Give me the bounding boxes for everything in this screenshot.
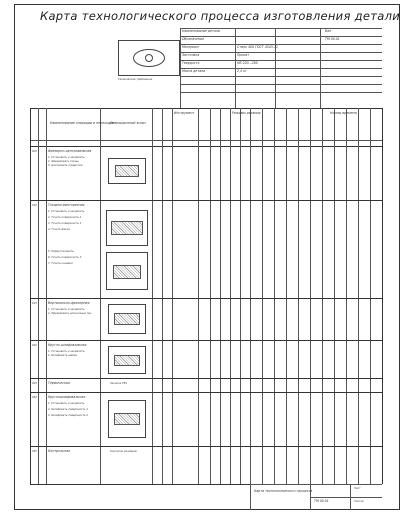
op-step: 3. Центровать отверстия	[48, 164, 83, 167]
stamp-sheets: Листов	[354, 500, 364, 503]
col-time: Нормы времени	[330, 111, 357, 115]
op-step: 4. Точить фаски	[48, 228, 71, 231]
col-cutting: Режимы резания	[232, 111, 261, 115]
title-block	[250, 484, 382, 510]
op-title: Контрольная	[48, 449, 70, 453]
op-step: 1. Установить и закрепить	[48, 350, 85, 353]
op-step: 2. Точить поверхность 1	[48, 216, 82, 219]
code-value: ТМ 00.01	[325, 37, 340, 41]
op-step: 5. Переустановить	[48, 250, 74, 253]
op-step: 3. Шлифовать поверхность 2	[48, 414, 89, 417]
op-title: Токарно-винторезная	[48, 203, 85, 207]
col-op-name: Наименование операции и переходов	[50, 121, 115, 125]
op-step: 1. Установить и закрепить	[48, 156, 85, 159]
material-value: Сталь 40Х ГОСТ 4543-71	[237, 45, 279, 49]
op-step: Контроль размеров	[110, 450, 137, 453]
op-number: 030	[32, 396, 37, 399]
op-step: Закалка ТВЧ	[110, 382, 128, 385]
stamp-doc: ТМ 00.01	[314, 499, 329, 503]
stamp-sheet: Лист	[354, 487, 361, 490]
op-step: 6. Точить поверхность 3	[48, 256, 82, 259]
op-sketch	[108, 346, 146, 374]
op-step: 1. Установить и закрепить	[48, 402, 85, 405]
op-sketch	[108, 158, 146, 184]
mass-label: Масса детали	[182, 69, 206, 73]
code-label: Обозначение	[182, 37, 205, 41]
op-step: 1. Установить и закрепить	[48, 210, 85, 213]
op-sketch	[106, 210, 148, 246]
hardness-value: НВ 220...260	[237, 61, 258, 65]
op-number: 015	[32, 302, 37, 305]
sketch-notes: Технические требования	[118, 78, 153, 81]
op-sketch	[108, 304, 146, 334]
op-step: 7. Точить канавки	[48, 262, 73, 265]
op-step: 1. Установить и закрепить	[48, 308, 85, 311]
op-step: 2. Фрезеровать шпоночный паз	[48, 312, 92, 315]
part-name-label: Наименование детали	[182, 29, 220, 33]
op-sketch	[108, 400, 146, 438]
op-title: Кругло-шлифовальная	[48, 343, 87, 347]
col-tool: Инструмент	[174, 111, 195, 115]
op-number: 035	[32, 450, 37, 453]
op-step: 2. Шлифовать шейки	[48, 354, 78, 357]
material-label: Материал	[182, 45, 199, 49]
blank-label: Заготовка	[182, 53, 200, 57]
stamp-title: Карта технологического процесса	[254, 489, 313, 493]
part-sketch	[118, 40, 180, 76]
blank-value: Прокат	[237, 53, 250, 57]
op-number: 005	[32, 150, 37, 153]
op-number: 025	[32, 382, 37, 385]
op-title: Вертикально-фрезерная	[48, 301, 90, 305]
op-title: Фрезерно-центровальная	[48, 149, 92, 153]
mass-value: 2,4 кг	[237, 69, 247, 73]
op-title: Круглошлифовальная	[48, 395, 86, 399]
col-sketch: Операционный эскиз	[110, 121, 146, 125]
op-number: 010	[32, 204, 37, 207]
part-name-value: Вал	[325, 29, 332, 33]
op-step: 2. Фрезеровать торцы	[48, 160, 79, 163]
op-step: 3. Точить поверхность 2	[48, 222, 82, 225]
op-sketch	[106, 252, 148, 290]
op-number: 020	[32, 344, 37, 347]
hardness-label: Твердость	[182, 61, 200, 65]
op-title: Термическая	[48, 381, 70, 385]
page-title: Карта технологического процесса изготовления детали	[40, 9, 401, 23]
op-step: 2. Шлифовать поверхность 1	[48, 408, 89, 411]
